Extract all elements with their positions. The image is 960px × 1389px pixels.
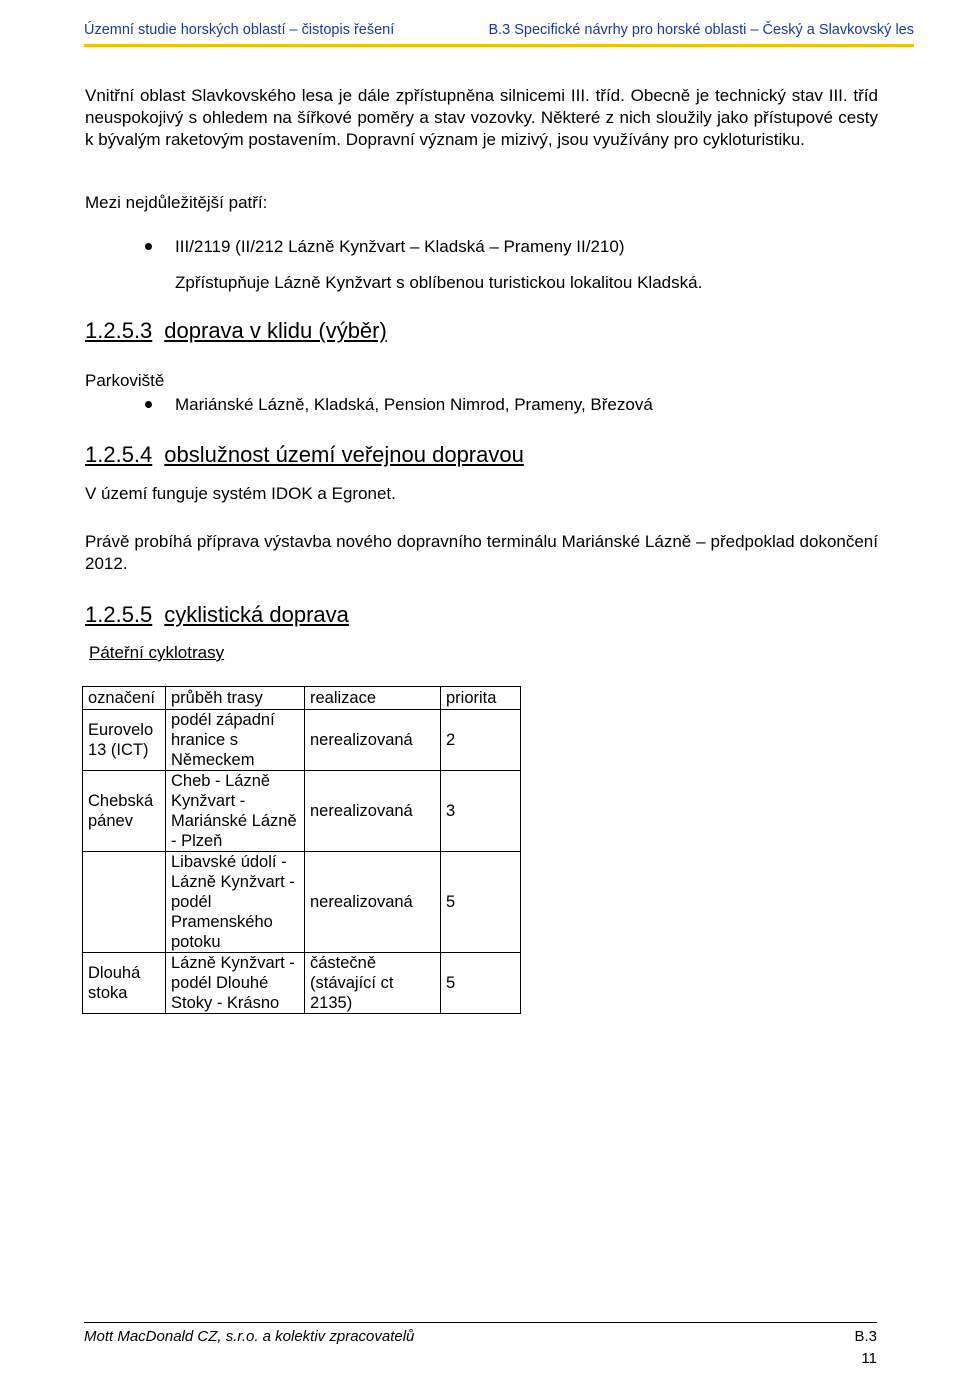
footer-section: B.3 xyxy=(854,1328,877,1345)
road-description: Zpřístupňuje Lázně Kynžvart s oblíbenou turistickou lokalitou Kladská. xyxy=(175,273,703,292)
page-number: 11 xyxy=(861,1350,877,1367)
section-title: cyklistická doprava xyxy=(164,602,349,627)
footer-rule xyxy=(84,1322,877,1323)
table-row xyxy=(83,710,521,771)
intro-paragraph: Vnitřní oblast Slavkovského lesa je dále zpřístupněna silnicemi III. tříd. Obecně je technický stav III. tříd neuspokojivý s ohledem na šířkové poměry a stav vozovky. Některé z nich sloužily jako přístupové cesty k bývalým raketovým postavením. Dopravní význam je mizivý, jsou využívány pro cykloturistiku. xyxy=(85,86,878,149)
route-course: Cheb - Lázně Kynžvart - Mariánské Lázně - Plzeň xyxy=(166,771,305,852)
route-status: částečně (stávající ct 2135) xyxy=(305,953,441,1014)
section-heading-cycling xyxy=(85,602,349,628)
route-priority: 5 xyxy=(441,852,521,953)
header-right-title: B.3 Specifické návrhy pro horské oblasti – Český a Slavkovský les xyxy=(488,22,914,38)
route-priority: 5 xyxy=(441,953,521,1014)
route-name xyxy=(83,852,166,953)
road-item: III/2119 (II/212 Lázně Kynžvart – Kladská – Prameny II/210) xyxy=(175,237,625,256)
cycle-routes-table xyxy=(82,686,521,1014)
section-number: 1.2.5.5 xyxy=(85,602,153,627)
header-rule xyxy=(84,44,914,47)
section-number: 1.2.5.3 xyxy=(85,318,153,343)
section-heading-parking xyxy=(85,318,387,344)
route-priority: 3 xyxy=(441,771,521,852)
route-course: Lázně Kynžvart - podél Dlouhé Stoky - Krásno xyxy=(166,953,305,1014)
header-left-title: Územní studie horských oblastí – čistopis řešení xyxy=(84,22,395,38)
table-row xyxy=(83,953,521,1014)
page-footer xyxy=(84,1322,877,1367)
cycle-subtitle: Páteřní cyklotrasy xyxy=(89,643,225,662)
parking-label: Parkoviště xyxy=(85,371,165,390)
route-status: nerealizovaná xyxy=(305,852,441,953)
route-name: Eurovelo 13 (ICT) xyxy=(83,710,166,771)
footer-author: Mott MacDonald CZ, s.r.o. a kolektiv zpracovatelů xyxy=(84,1328,415,1345)
col-header-status: realizace xyxy=(305,687,441,710)
col-header-priority: priorita xyxy=(441,687,521,710)
route-course: podél západní hranice s Německem xyxy=(166,710,305,771)
bullet-parking xyxy=(145,401,152,408)
route-priority: 2 xyxy=(441,710,521,771)
section-heading-public-transport xyxy=(85,442,524,468)
section-number: 1.2.5.4 xyxy=(85,442,153,467)
route-status: nerealizovaná xyxy=(305,771,441,852)
bullet-road xyxy=(145,243,152,250)
section-title: obslužnost území veřejnou dopravou xyxy=(164,442,524,467)
col-header-designation: označení xyxy=(83,687,166,710)
table-header-row xyxy=(83,687,521,710)
route-course: Libavské údolí - Lázně Kynžvart - podél Pramenského potoku xyxy=(166,852,305,953)
parking-item: Mariánské Lázně, Kladská, Pension Nimrod, Prameny, Březová xyxy=(175,395,653,414)
section-title: doprava v klidu (výběr) xyxy=(164,318,387,343)
route-name: Dlouhá stoka xyxy=(83,953,166,1014)
col-header-route: průběh trasy xyxy=(166,687,305,710)
route-name: Chebská pánev xyxy=(83,771,166,852)
important-label: Mezi nejdůležitější patří: xyxy=(85,193,268,212)
table-row xyxy=(83,771,521,852)
terminal-paragraph: Právě probíhá příprava výstavba nového dopravního terminálu Mariánské Lázně – předpoklad dokončení 2012. xyxy=(85,532,878,573)
route-status: nerealizovaná xyxy=(305,710,441,771)
page-header xyxy=(84,20,914,46)
table-row xyxy=(83,852,521,953)
idok-paragraph: V území funguje systém IDOK a Egronet. xyxy=(85,484,396,503)
